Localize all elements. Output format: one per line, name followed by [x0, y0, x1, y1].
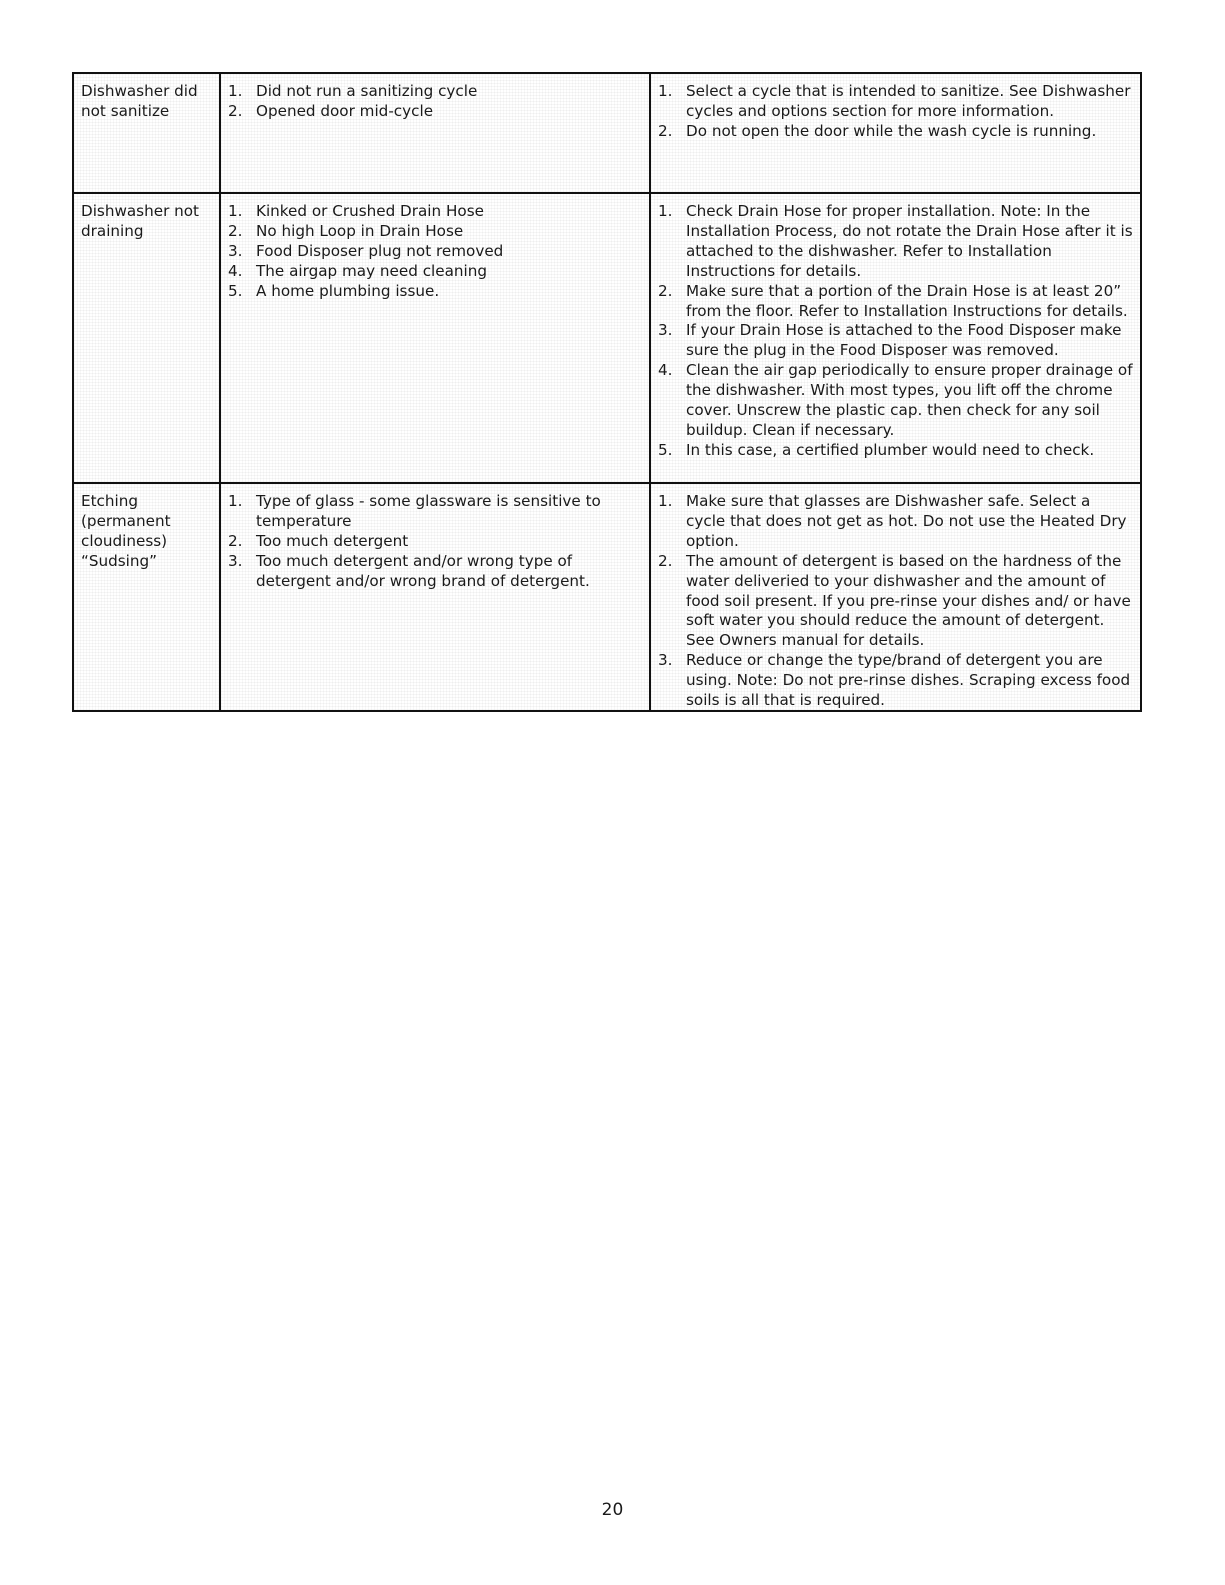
- solution-item: [658, 321, 1134, 361]
- cause-text: Too much detergent and/or wrong type of detergent and/or wrong brand of detergent.: [256, 551, 590, 590]
- solution-number: 3.: [658, 321, 673, 340]
- cause-number: 1.: [228, 82, 243, 100]
- solution-text: The amount of detergent is based on the hardness of the water deliveried to your dishwasher and the amount of food soil present. If you pre-rinse your dishes and/ or have soft water you should reduce the amount of detergent. See Owners manual for details.: [686, 551, 1131, 650]
- cause-number: 3.: [228, 551, 243, 570]
- solution-text: In this case, a certified plumber would need to check.: [686, 440, 1095, 459]
- cause-list: [228, 82, 643, 122]
- solution-number: 5.: [658, 440, 673, 459]
- solution-item: [658, 552, 1134, 652]
- solution-text: Make sure that a portion of the Drain Hose is at least 20” from the floor. Refer to Installation Instructions for details.: [686, 281, 1128, 320]
- solution-text: Clean the air gap periodically to ensure proper drainage of the dishwasher. With most types, you lift off the chrome cover. Unscrew the plastic cap. then check for any soil buildup. Clean if necessary.: [686, 361, 1133, 439]
- cause-number: 4.: [228, 261, 243, 280]
- problem-cell: Etching (permanent cloudiness) “Sudsing”: [74, 484, 221, 710]
- solution-item: [658, 282, 1134, 322]
- solution-text: Check Drain Hose for proper installation. Note: In the Installation Process, do not rotate the Drain Hose after it is attached to the dishwasher. Refer to Installation Instructions for details.: [686, 202, 1133, 280]
- cause-text: Opened door mid-cycle: [256, 101, 434, 120]
- cause-text: A home plumbing issue.: [256, 281, 440, 300]
- solution-list: [658, 82, 1134, 142]
- solutions-cell: [651, 484, 1142, 710]
- cause-number: 2.: [228, 531, 243, 550]
- cause-number: 1.: [228, 202, 243, 220]
- solution-text: Select a cycle that is intended to sanitize. See Dishwasher cycles and options section for more information.: [686, 82, 1131, 120]
- cause-item: [228, 532, 643, 552]
- cause-number: 1.: [228, 492, 243, 510]
- solution-item: [658, 492, 1134, 552]
- cause-item: [228, 552, 643, 592]
- cause-number: 5.: [228, 281, 243, 300]
- table-row: [74, 194, 1142, 484]
- causes-cell: [221, 74, 651, 192]
- solution-number: 2.: [658, 121, 673, 140]
- cause-item: [228, 242, 643, 262]
- cause-list: [228, 202, 643, 302]
- solution-list: [658, 202, 1134, 461]
- problem-cell: Dishwasher not draining: [74, 194, 221, 482]
- cause-item: [228, 202, 643, 222]
- cause-number: 2.: [228, 221, 243, 240]
- solution-item: [658, 651, 1134, 711]
- causes-cell: [221, 194, 651, 482]
- solution-number: 2.: [658, 551, 673, 570]
- cause-item: [228, 282, 643, 302]
- solution-text: Do not open the door while the wash cycle is running.: [686, 121, 1097, 140]
- solution-list: [658, 492, 1134, 711]
- solution-item: [658, 82, 1134, 122]
- cause-item: [228, 492, 643, 532]
- cause-number: 2.: [228, 101, 243, 120]
- problem-cell: Dishwasher did not sanitize: [74, 74, 221, 192]
- cause-item: [228, 222, 643, 242]
- cause-text: Food Disposer plug not removed: [256, 241, 504, 260]
- table-row: [74, 484, 1142, 712]
- solution-number: 3.: [658, 651, 673, 670]
- causes-cell: [221, 484, 651, 710]
- solution-text: Reduce or change the type/brand of detergent you are using. Note: Do not pre-rinse dishes. Scraping excess food soils is all that is required.: [686, 651, 1131, 710]
- solution-text: If your Drain Hose is attached to the Food Disposer make sure the plug in the Food Disposer was removed.: [686, 321, 1122, 360]
- solution-number: 2.: [658, 281, 673, 300]
- solutions-cell: [651, 194, 1142, 482]
- solution-item: [658, 441, 1134, 461]
- page-number: 20: [601, 1500, 624, 1520]
- solution-number: 4.: [658, 361, 673, 380]
- cause-item: [228, 102, 643, 122]
- cause-text: The airgap may need cleaning: [256, 261, 488, 280]
- troubleshooting-table: [72, 72, 1142, 712]
- cause-text: No high Loop in Drain Hose: [256, 221, 464, 240]
- solution-item: [658, 361, 1134, 441]
- solution-text: Make sure that glasses are Dishwasher safe. Select a cycle that does not get as hot. Do not use the Heated Dry option.: [686, 492, 1127, 550]
- cause-item: [228, 262, 643, 282]
- solution-number: 1.: [658, 82, 673, 100]
- table-row: [74, 74, 1142, 194]
- cause-item: [228, 82, 643, 102]
- solutions-cell: [651, 74, 1142, 192]
- cause-number: 3.: [228, 241, 243, 260]
- cause-text: Did not run a sanitizing cycle: [256, 82, 478, 100]
- cause-text: Too much detergent: [256, 531, 409, 550]
- solution-item: [658, 202, 1134, 282]
- cause-text: Kinked or Crushed Drain Hose: [256, 202, 484, 220]
- cause-text: Type of glass - some glassware is sensitive to temperature: [256, 492, 601, 530]
- cause-list: [228, 492, 643, 592]
- solution-item: [658, 122, 1134, 142]
- solution-number: 1.: [658, 202, 673, 220]
- solution-number: 1.: [658, 492, 673, 510]
